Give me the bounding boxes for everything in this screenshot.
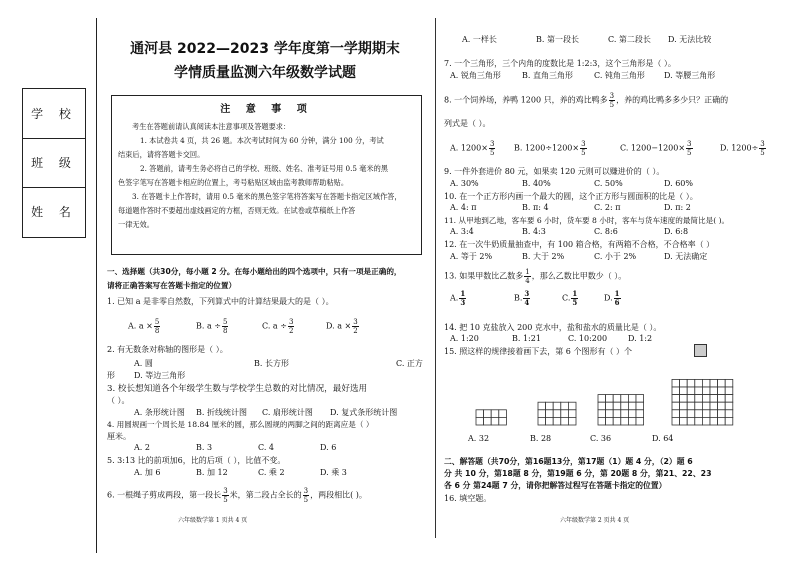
page-footer-2: 六年级数学第 2 页共 4 页 bbox=[560, 517, 630, 524]
q10-option-b: B. π: 4 bbox=[522, 203, 549, 212]
notice-line: 结束后，请将答题卡交回。 bbox=[118, 150, 205, 159]
q13-option-d: D. $\frac{1}{6}$ bbox=[604, 289, 620, 307]
q7-option-d: D. 等腰三角形 bbox=[664, 71, 716, 80]
q3-option-d: D. 复式条形统计图 bbox=[330, 408, 398, 417]
q2-option-c-cont: 形 bbox=[107, 371, 115, 380]
q5-option-c: C. 乘 2 bbox=[258, 468, 285, 477]
q5-option-b: B. 加 12 bbox=[196, 468, 228, 477]
q12-option-b: B. 大于 2% bbox=[522, 252, 565, 261]
notice-line: 2. 答题前，请考生务必将自己的学校、班级、姓名、准考证号用 0.5 毫米的黑 bbox=[140, 164, 388, 173]
q1-option-d: D. a × $\frac{3}{2}$ bbox=[326, 318, 358, 335]
section2-heading: 二、解答题（共70分，第16题13分，第17题（1）题 4 分，（2）题 6 bbox=[444, 457, 693, 466]
q7-stem: 7. 一个三角形，三个内角的度数比是 1:2:3，这个三角形是（ ）。 bbox=[444, 59, 676, 68]
q10-stem: 10. 在一个正方形内画一个最大的圆，这个正方形与圆面积的比是（ ）。 bbox=[444, 192, 698, 201]
q2-option-b: B. 长方形 bbox=[254, 359, 289, 368]
q8-stem: 8. 一个饲养场，养鸭 1200 只，养的鸡比鸭多 $\frac{3}{5}$ ，养的鸡比鸭多多少只？正确的 bbox=[444, 92, 729, 109]
notice-line: 色签字笔写在答题卡相应的位置上，考号粘贴区域由监考教师帮助粘贴。 bbox=[118, 178, 349, 187]
q11-option-a: A. 3:4 bbox=[450, 227, 474, 236]
q7-option-a: A. 锐角三角形 bbox=[450, 71, 501, 80]
q2-option-c: C. 正方 bbox=[396, 359, 423, 368]
q4-option-c: C. 4 bbox=[258, 443, 275, 452]
q4-stem: 4. 用圆规画一个周长是 18.84 厘米的圆，那么圆规的两脚之间的距离应是（ ） bbox=[107, 420, 374, 429]
notice-line: 1. 本试卷共 4 页，共 26 题。本次考试时间为 60 分钟，满分 100 分，考试 bbox=[140, 136, 384, 145]
q8-option-d: D. 1200÷ $\frac{3}{5}$ bbox=[720, 140, 765, 157]
q3-option-c: C. 扇形统计图 bbox=[262, 408, 313, 417]
q6-option-a: A. 一样长 bbox=[462, 35, 497, 44]
q10-option-d: D. π: 2 bbox=[664, 203, 691, 212]
q12-option-d: D. 无法确定 bbox=[664, 252, 708, 261]
q9-option-b: B. 40% bbox=[522, 179, 551, 188]
q1-option-a: A. a × $\frac{5}{8}$ bbox=[128, 318, 160, 335]
q6-option-c: C. 第二段长 bbox=[608, 35, 651, 44]
q3-option-a: A. 条形统计图 bbox=[134, 408, 185, 417]
notice-line: 3. 在答题卡上作答时，请用 0.5 毫米的黑色签字笔将答案写在答题卡指定区域作答， bbox=[132, 192, 402, 201]
notice-title: 注 意 事 项 bbox=[220, 104, 313, 115]
q9-option-a: A. 30% bbox=[450, 179, 479, 188]
q9-option-c: C. 50% bbox=[594, 179, 623, 188]
exam-title-line2: 学情质量监测六年级数学试题 bbox=[174, 65, 356, 81]
q10-option-c: C. 2: π bbox=[594, 203, 621, 212]
q6-option-d: D. 无法比较 bbox=[668, 35, 712, 44]
q2-option-d: D. 等边三角形 bbox=[134, 371, 186, 380]
q9-option-d: D. 60% bbox=[664, 179, 693, 188]
q3-stem: 3. 校长想知道各个年级学生数与学校学生总数的对比情况，最好选用 bbox=[107, 384, 368, 394]
q15-stem: 15. 照这样的规律接着画下去，第 6 个图形有（ ）个 bbox=[444, 347, 632, 356]
q2-stem: 2. 有无数条对称轴的图形是（ ）。 bbox=[107, 345, 228, 354]
q16-stem: 16. 填空题。 bbox=[444, 494, 492, 503]
section2-heading-cont2: 各 6 分 第24题 7 分，请你把解答过程写在答题卡指定的位置） bbox=[444, 481, 667, 490]
q13-option-b: B. $\frac{3}{4}$ bbox=[514, 289, 530, 307]
q5-option-d: D. 乘 3 bbox=[320, 468, 347, 477]
q2-option-a: A. 圆 bbox=[134, 359, 153, 368]
q12-option-c: C. 小于 2% bbox=[594, 252, 637, 261]
q15-option-c: C. 36 bbox=[590, 434, 612, 443]
q6-option-b: B. 第一段长 bbox=[536, 35, 579, 44]
q13-option-a: A. $\frac{1}{3}$ bbox=[450, 289, 466, 307]
q9-stem: 9. 一件外套进价 80 元，如果卖 120 元则可以赚进价的（ ）。 bbox=[444, 167, 665, 176]
q11-option-c: C. 8:6 bbox=[594, 227, 618, 236]
q12-option-a: A. 等于 2% bbox=[450, 252, 493, 261]
q15-option-d: D. 64 bbox=[652, 434, 674, 443]
q14-option-a: A. 1:20 bbox=[450, 334, 479, 343]
page-footer-1: 六年级数学第 1 页共 4 页 bbox=[178, 517, 248, 524]
q4-option-a: A. 2 bbox=[134, 443, 150, 452]
q14-option-b: B. 1:21 bbox=[512, 334, 541, 343]
q7-option-c: C. 钝角三角形 bbox=[594, 71, 645, 80]
q8-option-b: B. 1200÷1200× $\frac{3}{5}$ bbox=[514, 140, 586, 157]
q11-option-b: B. 4:3 bbox=[522, 227, 546, 236]
exam-title-line1: 通河县 2022—2023 学年度第一学期期末 bbox=[130, 41, 400, 57]
school-label: 学 校 bbox=[23, 89, 85, 139]
q15-option-b: B. 28 bbox=[530, 434, 552, 443]
q14-option-c: C. 10:200 bbox=[568, 334, 608, 343]
q15-figure-4 bbox=[672, 379, 733, 425]
q12-stem: 12. 在一次牛奶质量抽查中，有 100 箱合格，有两箱不合格，不合格率（ ） bbox=[444, 240, 715, 249]
q1-option-c: C. a ÷ $\frac{3}{2}$ bbox=[262, 318, 294, 335]
q11-stem: 11. 从甲地到乙地，客车要 6 小时，货车要 8 小时，客车与货车速度的最简比是( )。 bbox=[444, 216, 730, 225]
q8-stem-cont: 列式是（ ）。 bbox=[444, 119, 491, 128]
q3-option-b: B. 折线统计图 bbox=[196, 408, 247, 417]
section1-heading-cont: 请将正确答案写在答题卡指定的位置） bbox=[107, 281, 237, 290]
q15-figure-1 bbox=[476, 410, 506, 425]
q10-option-a: A. 4: π bbox=[450, 203, 477, 212]
q4-stem-cont: 厘米。 bbox=[107, 432, 131, 441]
class-label: 班 级 bbox=[23, 138, 85, 188]
q1-stem: 1. 已知 a 是非零自然数，下列算式中的计算结果最大的是（ ）。 bbox=[107, 297, 334, 306]
q5-option-a: A. 加 6 bbox=[134, 468, 161, 477]
q15-figure-3 bbox=[598, 395, 644, 425]
q8-option-a: A. 1200× $\frac{3}{5}$ bbox=[450, 140, 495, 157]
q13-option-c: C. $\frac{1}{5}$ bbox=[562, 289, 578, 307]
q1-option-b: B. a ÷ $\frac{5}{8}$ bbox=[196, 318, 228, 335]
q15-figure-2 bbox=[538, 402, 576, 425]
q13-stem: 13. 如果甲数比乙数多 $\frac{1}{4}$ ，那么乙数比甲数少（ ）。 bbox=[444, 268, 627, 285]
q4-option-d: D. 6 bbox=[320, 443, 337, 452]
notice-line: 一律无效。 bbox=[118, 220, 154, 229]
q4-option-b: B. 3 bbox=[196, 443, 213, 452]
section2-heading-cont: 分 共 10 分，第18题 8 分，第19题 6 分，第 20题 8 分，第21、22、23 bbox=[444, 469, 712, 478]
q5-stem: 5. 3:13 比的前项加6，比的后项（ ），比值不变。 bbox=[107, 456, 286, 465]
q8-option-c: C. 1200−1200× $\frac{3}{5}$ bbox=[620, 140, 692, 157]
section1-heading: 一、选择题（共30分，每小题 2 分。在每小题给出的四个选项中，只有一项是正确的， bbox=[107, 267, 402, 276]
notice-line: 考生在答题前请认真阅读本注意事项及答题要求： bbox=[132, 122, 291, 131]
name-label: 姓 名 bbox=[31, 205, 77, 219]
notice-line: 每道题作答时不要超出虚线画定的方框，否则无效。在试卷或草稿纸上作答 bbox=[118, 206, 356, 215]
q3-stem-cont: （ ）。 bbox=[107, 396, 130, 405]
q6-stem: 6. 一根绳子剪成两段，第一段长 $\frac{3}{5}$ 米，第二段占全长的 $\frac{3}{5}$ ，两段相比( )。 bbox=[107, 487, 367, 504]
q15-option-a: A. 32 bbox=[468, 434, 490, 443]
q14-stem: 14. 把 10 克盐放入 200 克水中，盐和盐水的质量比是（ ）。 bbox=[444, 323, 662, 332]
q14-option-d: D. 1:2 bbox=[628, 334, 653, 343]
q7-option-b: B. 直角三角形 bbox=[522, 71, 573, 80]
q11-option-d: D. 6:8 bbox=[664, 227, 689, 236]
